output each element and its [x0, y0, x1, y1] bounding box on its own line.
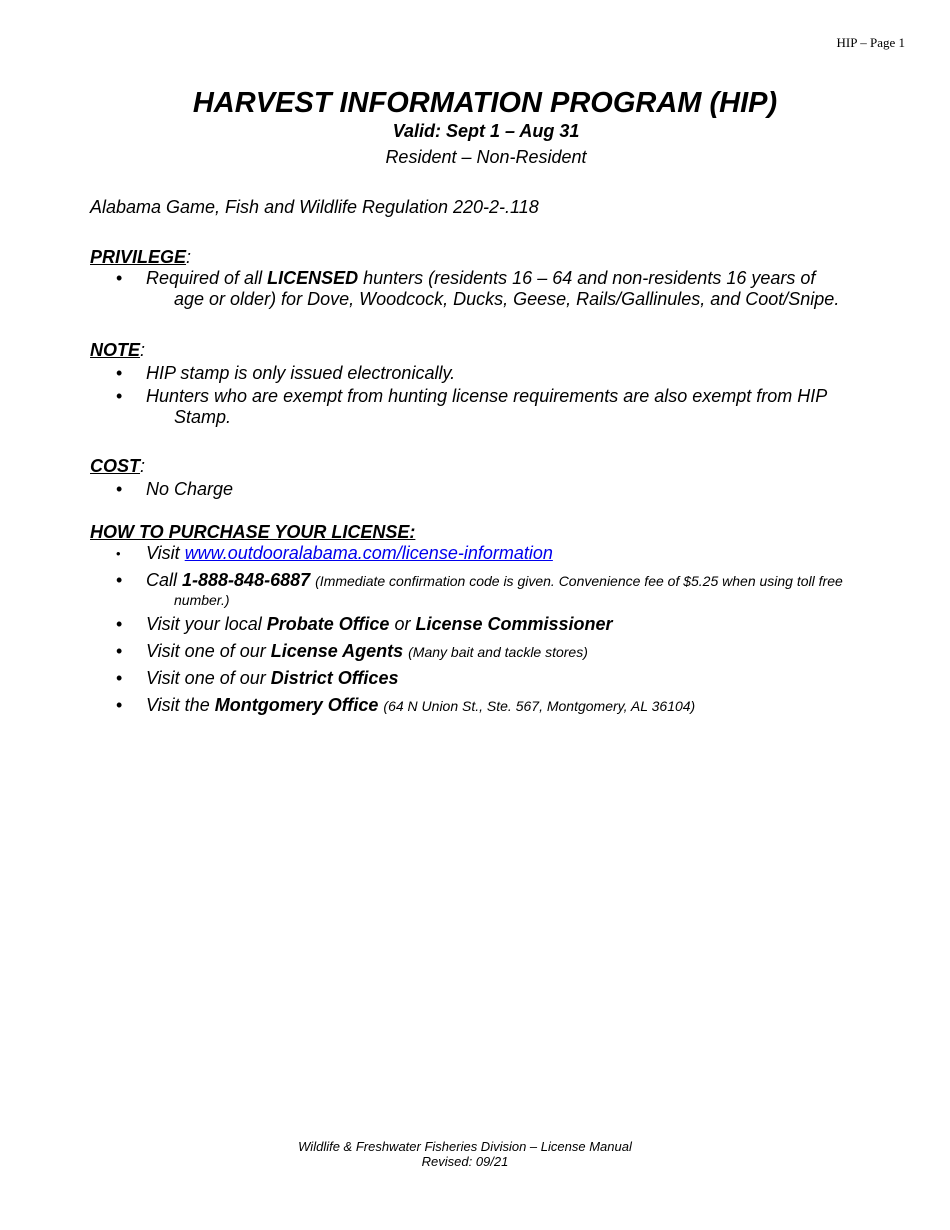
- list-item: • Visit the Montgomery Office (64 N Union St., Ste. 567, Montgomery, AL 36104): [116, 695, 696, 715]
- note-section: NOTE: • HIP stamp is only issued electronically. • Hunters who are exempt from hunting license requirements are also exempt from HIP Stamp.: [90, 340, 862, 428]
- document-title: HARVEST INFORMATION PROGRAM (HIP): [192, 87, 778, 119]
- validity-period: Valid: Sept 1 – Aug 31: [392, 121, 580, 141]
- privilege-heading: PRIVILEGE: [90, 247, 187, 267]
- bullet-icon: •: [116, 479, 123, 499]
- bullet-icon: •: [116, 641, 123, 661]
- residency-line: Resident – Non-Resident: [385, 147, 587, 167]
- list-item: • HIP stamp is only issued electronically.: [116, 363, 456, 383]
- footer-line: Wildlife & Freshwater Fisheries Division – License Manual: [298, 1139, 632, 1154]
- page-number-label: HIP – Page 1: [836, 35, 905, 50]
- list-item: • Hunters who are exempt from hunting license requirements are also exempt from HIP Stamp.: [116, 386, 828, 427]
- purchase-section: [90, 522, 862, 717]
- bullet-icon: •: [116, 614, 123, 634]
- list-item: • Visit one of our License Agents (Many bait and tackle stores): [116, 641, 588, 661]
- footer-revised: Revised: 09/21: [421, 1154, 509, 1169]
- list-item: • Visit www.outdooralabama.com/license-information: [116, 543, 553, 563]
- list-item: • Visit your local Probate Office or License Commissioner: [116, 614, 613, 634]
- bullet-icon: •: [116, 363, 123, 383]
- cost-section: COST: • No Charge: [90, 456, 862, 500]
- cost-heading: COST: [90, 456, 141, 476]
- note-heading: NOTE: [90, 340, 141, 360]
- bullet-icon: •: [116, 695, 123, 715]
- phone-number: 1-888-848-6887: [182, 570, 311, 590]
- list-item: • No Charge: [116, 479, 234, 499]
- bullet-icon: •: [116, 570, 123, 590]
- bullet-icon: •: [116, 268, 123, 288]
- list-item: • Required of all LICENSED hunters (residents 16 – 64 and non-residents 16 years of age or older) for Dove, Woodcock, Ducks, Geese, Rails/Gallinules, and Coot/Snipe.: [116, 268, 840, 309]
- bullet-icon: •: [116, 546, 121, 561]
- purchase-heading: HOW TO PURCHASE YOUR LICENSE:: [90, 522, 416, 542]
- privilege-section: PRIVILEGE: • Required of all LICENSED hunters (residents 16 – 64 and non-residents 16 years of age or older) for Dove, Woodcock, Ducks, Geese, Rails/Gallinules, and Coot/Snipe.: [90, 247, 862, 310]
- website-link[interactable]: www.outdooralabama.com/license-information: [184, 543, 553, 563]
- page-footer: [0, 1139, 930, 1169]
- bullet-icon: •: [116, 668, 123, 688]
- list-item: • Call 1-888-848-6887 (Immediate confirmation code is given. Convenience fee of $5.25 when using toll free number.): [116, 570, 843, 608]
- regulation-reference: Alabama Game, Fish and Wildlife Regulation 220-2-.118: [90, 197, 539, 217]
- bullet-icon: •: [116, 386, 123, 406]
- list-item: • Visit one of our District Offices: [116, 668, 399, 688]
